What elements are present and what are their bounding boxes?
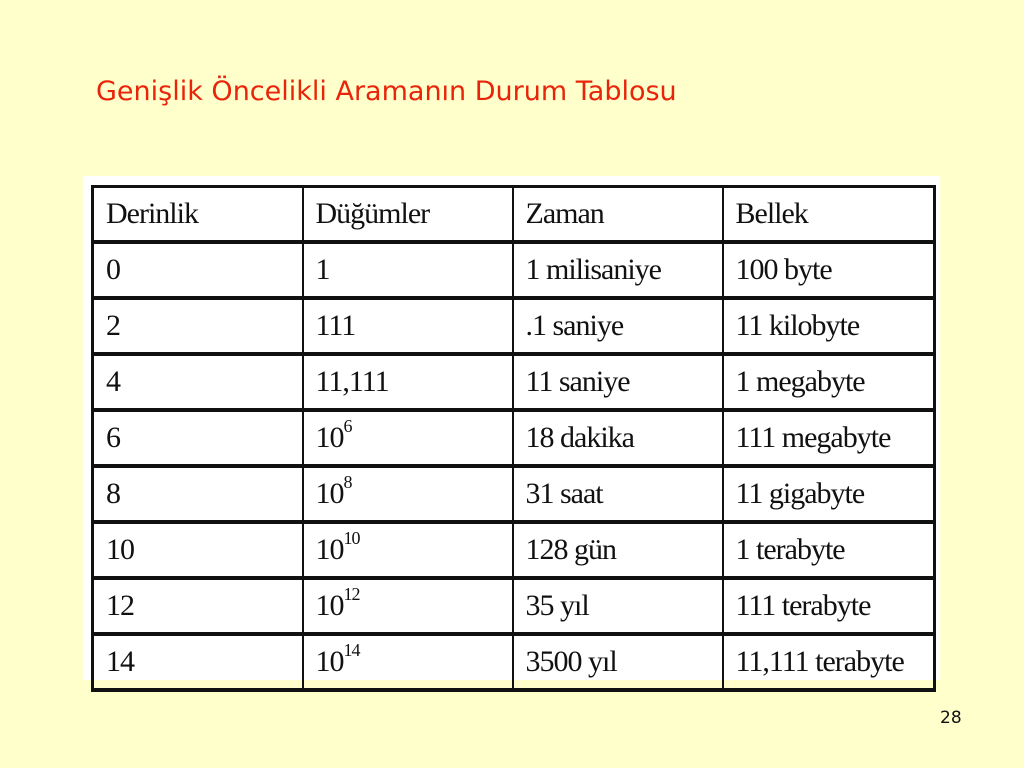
cell-memory: 11,111 terabyte	[723, 634, 935, 690]
table-header-row	[93, 187, 935, 243]
cell-nodes	[303, 466, 513, 522]
cell-time: 1 milisaniye	[513, 242, 723, 298]
nodes-exponent: 10	[343, 528, 360, 548]
cell-depth: 2	[93, 298, 303, 354]
nodes-base: 1	[315, 253, 330, 286]
cell-nodes	[303, 522, 513, 578]
cell-nodes	[303, 578, 513, 634]
table-row	[93, 410, 935, 466]
cell-memory: 11 gigabyte	[723, 466, 935, 522]
cell-depth: 10	[93, 522, 303, 578]
table-row	[93, 466, 935, 522]
cell-depth: 4	[93, 354, 303, 410]
bfs-state-table	[91, 185, 936, 692]
cell-memory: 100 byte	[723, 242, 935, 298]
cell-memory: 1 megabyte	[723, 354, 935, 410]
table-row	[93, 242, 935, 298]
table-row	[93, 354, 935, 410]
cell-time: 128 gün	[513, 522, 723, 578]
slide-title: Genişlik Öncelikli Aramanın Durum Tablosu	[96, 76, 677, 107]
column-header-nodes: Düğümler	[303, 187, 513, 243]
column-header-time: Zaman	[513, 187, 723, 243]
table-row	[93, 298, 935, 354]
nodes-base: 10	[315, 645, 344, 678]
cell-nodes	[303, 298, 513, 354]
column-header-memory: Bellek	[723, 187, 935, 243]
cell-time: 11 saniye	[513, 354, 723, 410]
cell-nodes	[303, 410, 513, 466]
cell-memory: 111 megabyte	[723, 410, 935, 466]
cell-memory: 11 kilobyte	[723, 298, 935, 354]
nodes-exponent: 14	[343, 640, 360, 660]
cell-nodes	[303, 354, 513, 410]
nodes-base: 10	[315, 589, 344, 622]
cell-depth: 12	[93, 578, 303, 634]
nodes-exponent: 8	[343, 472, 352, 492]
cell-time: 35 yıl	[513, 578, 723, 634]
cell-depth: 14	[93, 634, 303, 690]
table-row	[93, 634, 935, 690]
cell-time: 3500 yıl	[513, 634, 723, 690]
nodes-base: 111	[315, 309, 356, 342]
cell-nodes	[303, 634, 513, 690]
cell-memory: 1 terabyte	[723, 522, 935, 578]
nodes-exponent: 6	[343, 416, 352, 436]
cell-nodes	[303, 242, 513, 298]
nodes-base: 10	[315, 477, 344, 510]
cell-time: .1 saniye	[513, 298, 723, 354]
cell-time: 18 dakika	[513, 410, 723, 466]
cell-depth: 0	[93, 242, 303, 298]
page-number: 28	[940, 708, 962, 728]
nodes-base: 10	[315, 533, 344, 566]
nodes-base: 10	[315, 421, 344, 454]
nodes-exponent: 12	[343, 584, 360, 604]
cell-depth: 6	[93, 410, 303, 466]
table-container	[83, 176, 940, 680]
nodes-base: 11,111	[315, 365, 389, 398]
table-row	[93, 522, 935, 578]
table-row	[93, 578, 935, 634]
cell-memory: 111 terabyte	[723, 578, 935, 634]
column-header-depth: Derinlik	[93, 187, 303, 243]
cell-time: 31 saat	[513, 466, 723, 522]
cell-depth: 8	[93, 466, 303, 522]
